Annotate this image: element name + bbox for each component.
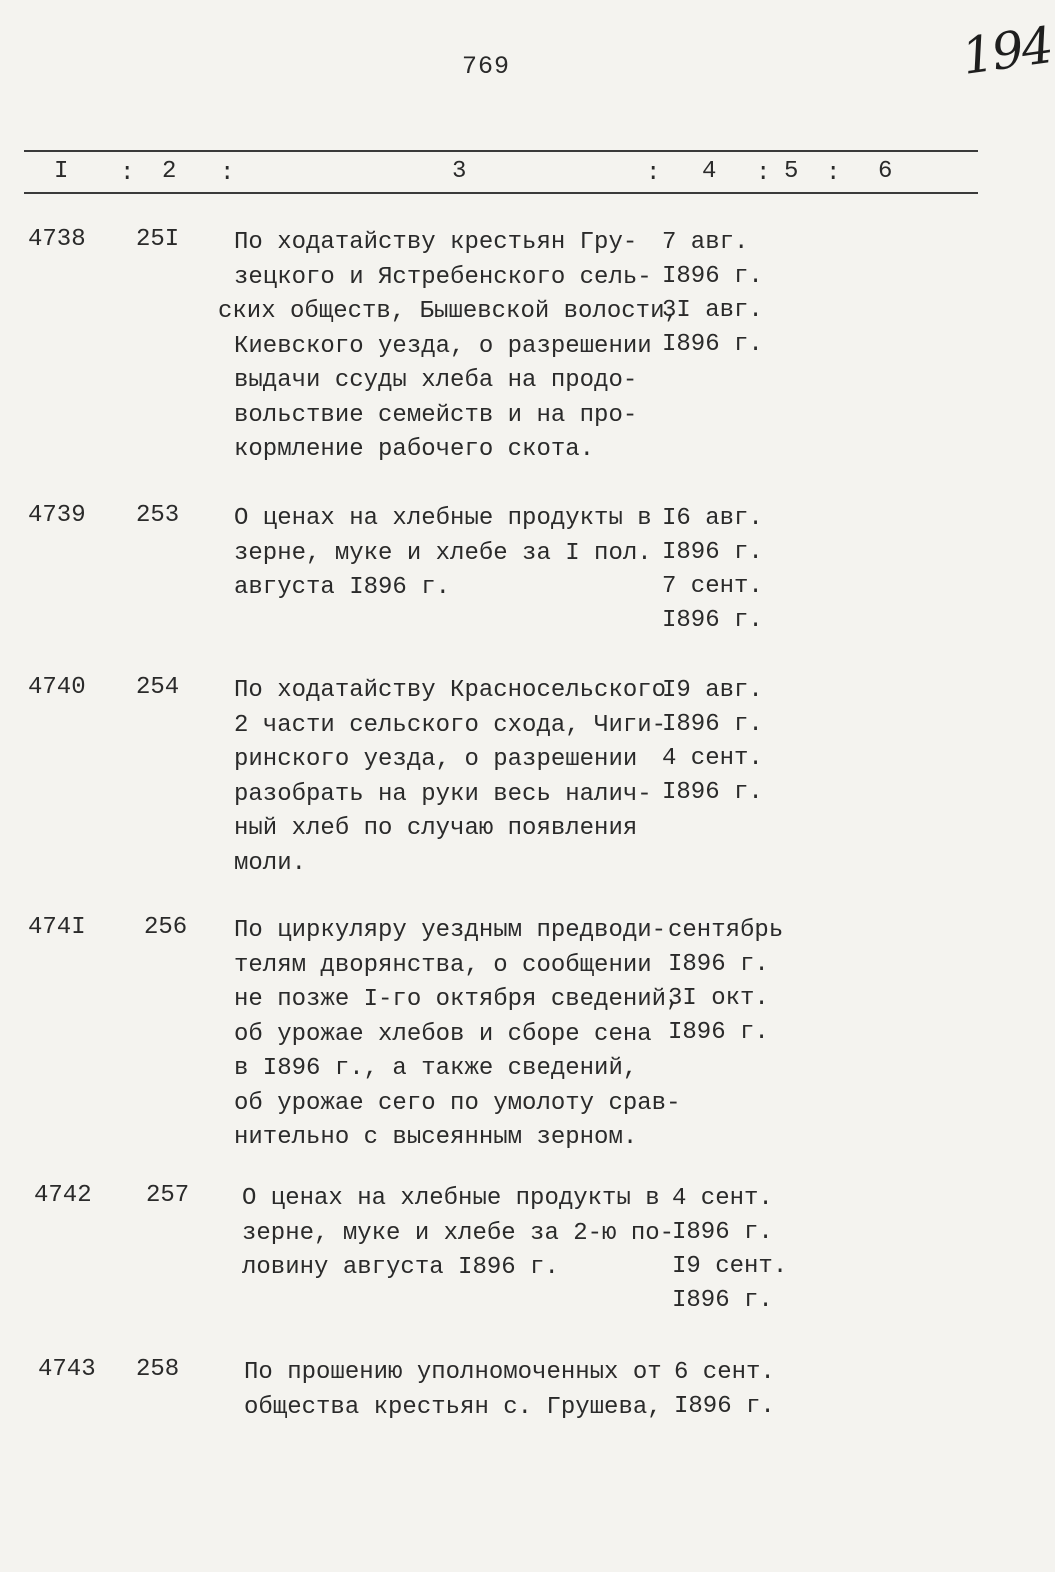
- title-line: ских обществ, Бышевской волости,: [218, 298, 679, 325]
- title-line: вольствие семейств и на про-: [234, 401, 638, 429]
- column-separator: :: [220, 160, 235, 187]
- title-line: ринского уезда, о разрешении: [234, 746, 638, 773]
- title-line: об урожае сего по умолоту срав-: [234, 1089, 681, 1117]
- column-separator: :: [756, 160, 771, 187]
- column-separator: :: [826, 160, 841, 187]
- title-line: августа I896 г.: [234, 574, 451, 601]
- entry-dates: [668, 914, 783, 1050]
- column-header-6: 6: [878, 158, 893, 185]
- column-header-4: 4: [702, 158, 717, 185]
- date-line: I896 г.: [672, 1287, 773, 1314]
- file-number: 257: [146, 1182, 190, 1209]
- header-top-rule: [24, 150, 978, 152]
- date-line: 7 авг.: [662, 229, 749, 256]
- file-number: 254: [136, 674, 180, 701]
- date-line: 7 сент.: [662, 573, 763, 600]
- column-header-1: I: [54, 158, 69, 185]
- title-line: зецкого и Ястребенского сель-: [234, 263, 652, 291]
- header-bottom-rule: [24, 192, 978, 194]
- entry-number: 4743: [38, 1356, 96, 1383]
- date-line: I9 сент.: [672, 1253, 788, 1280]
- date-line: I896 г.: [662, 539, 763, 566]
- title-line: По ходатайству крестьян Гру-: [234, 229, 638, 256]
- page-number: 769: [462, 52, 511, 81]
- title-line: зерне, муке и хлебе за 2-ю по-: [242, 1219, 675, 1247]
- entry-dates: [674, 1356, 775, 1424]
- date-line: I896 г.: [662, 711, 763, 738]
- column-header-5: 5: [784, 158, 799, 185]
- entry-number: 474I: [28, 914, 86, 941]
- date-line: I6 авг.: [662, 505, 763, 532]
- entry-title: [234, 914, 681, 1156]
- file-number: 258: [136, 1356, 180, 1383]
- date-line: I896 г.: [662, 263, 763, 290]
- date-line: 4 сент.: [662, 745, 763, 772]
- entry-title: [234, 502, 664, 606]
- entry-dates: [662, 226, 763, 362]
- file-number: 25I: [136, 226, 180, 253]
- title-line: По прошению уполномоченных от: [244, 1359, 662, 1386]
- title-line: ловину августа I896 г.: [242, 1254, 559, 1281]
- entry-dates: [662, 674, 763, 810]
- date-line: I896 г.: [674, 1393, 775, 1420]
- date-line: I896 г.: [668, 1019, 769, 1046]
- date-line: I896 г.: [662, 607, 763, 634]
- column-separator: :: [646, 160, 661, 187]
- entry-title: [244, 1356, 674, 1425]
- date-line: 4 сент.: [672, 1185, 773, 1212]
- title-line: По ходатайству Красносельского: [234, 677, 667, 704]
- title-line: общества крестьян с. Грушева,: [244, 1393, 662, 1421]
- title-line: По циркуляру уездным предводи-: [234, 917, 667, 944]
- title-line: Киевского уезда, о разрешении: [234, 332, 652, 360]
- date-line: I9 авг.: [662, 677, 763, 704]
- title-line: О ценах на хлебные продукты в: [242, 1185, 660, 1212]
- title-line: моли.: [234, 849, 307, 877]
- title-line: О ценах на хлебные продукты в: [234, 505, 652, 532]
- date-line: I896 г.: [672, 1219, 773, 1246]
- entry-title: [234, 674, 667, 881]
- title-line: кормление рабочего скота.: [234, 436, 595, 463]
- date-line: сентябрь: [668, 917, 784, 944]
- date-line: 3I авг.: [662, 297, 763, 324]
- title-line: 2 части сельского схода, Чиги-: [234, 711, 667, 739]
- column-header-2: 2: [162, 158, 177, 185]
- file-number: 253: [136, 502, 180, 529]
- column-header-3: 3: [452, 158, 467, 185]
- entry-number: 4738: [28, 226, 86, 253]
- title-line: телям дворянства, о сообщении: [234, 951, 652, 979]
- entry-title: [242, 1182, 675, 1286]
- title-line: ный хлеб по случаю появления: [234, 815, 638, 842]
- file-number: 256: [144, 914, 188, 941]
- entry-number: 4740: [28, 674, 86, 701]
- entry-title: [218, 226, 679, 468]
- entry-number: 4742: [34, 1182, 92, 1209]
- handwritten-archive-number: 194: [958, 16, 1055, 86]
- column-separator: :: [120, 160, 135, 187]
- entry-number: 4739: [28, 502, 86, 529]
- date-line: I896 г.: [668, 951, 769, 978]
- title-line: выдачи ссуды хлеба на продо-: [234, 367, 638, 394]
- title-line: об урожае хлебов и сборе сена: [234, 1020, 652, 1048]
- date-line: 6 сент.: [674, 1359, 775, 1386]
- title-line: нительно с высеянным зерном.: [234, 1124, 638, 1151]
- entry-dates: [672, 1182, 787, 1318]
- date-line: I896 г.: [662, 779, 763, 806]
- title-line: в I896 г., а также сведений,: [234, 1055, 638, 1082]
- date-line: I896 г.: [662, 331, 763, 358]
- title-line: разобрать на руки весь налич-: [234, 780, 652, 808]
- date-line: 3I окт.: [668, 985, 769, 1012]
- title-line: зерне, муке и хлебе за I пол.: [234, 539, 652, 567]
- title-line: не позже I-го октября сведений,: [234, 986, 681, 1013]
- entry-dates: [662, 502, 763, 638]
